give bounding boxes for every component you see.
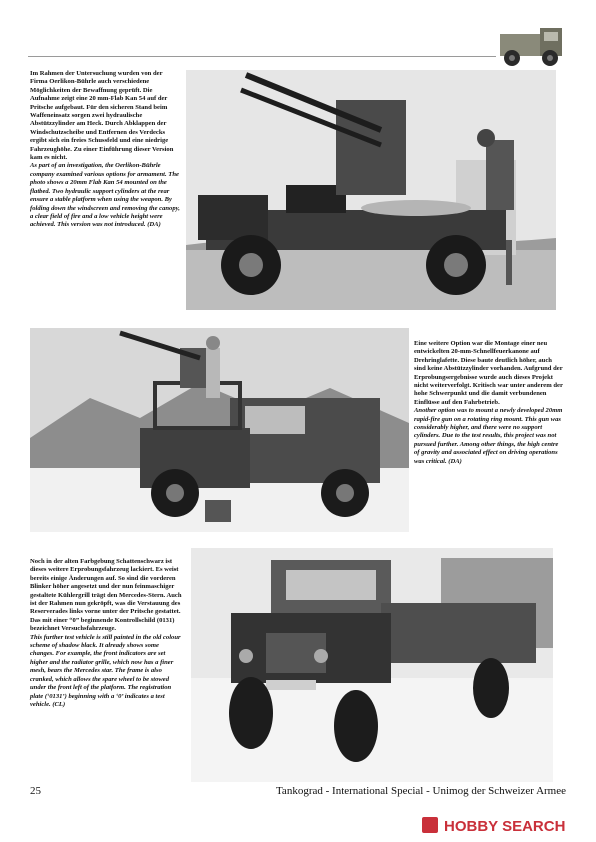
photo-test-vehicle-0131 (191, 548, 553, 782)
caption-one-english: As part of an investigation, the Oerlikon-Bührle company examined various options for armament. The photo shows a 20mm Flab Kan 54 mounted on the flatbed. Two hydraulic support cylinders at the rear ensure a stable platform when using the weapon. By folding down the windscreen and removing the canopy, a clear field of fire and a low vehicle height were achieved. This version was not introduced. (DA) (30, 162, 180, 229)
caption-three-english: This further test vehicle is still painted in the old colour scheme of shadow black. It already shows some changes. For example, the front indicators are set higher and the radiator grille, which now has a finer mesh, bears the Mercedes star. The frame is also cranked, which allows the spare wheel to be stowed under the front left of the platform. The registration plate (‘0131’) beginning with a ‘0’ indicates a test vehicle. (CL) (30, 633, 181, 708)
caption-three-german: Noch in der alten Farbgebung Schattenschwarz ist dieses weitere Erprobungsfahrzeug lackiert. Es weist bereits einige Änderungen auf. So sind die vorderen Blinker höher angesetzt und der nun feinmaschiger gestaltete Kühlergrill trägt den Mercedes-Stern. Auch ist der Rahmen nun gekröpft, was die Verstauung des Reserverades links vorne unter der Pritsche gestattet. Das mit einer “0” beginnende Kontrollschild (0131) bezeichnet Versuchsfahrzeuge. (30, 558, 182, 633)
caption-two-english: Another option was to mount a newly developed 20mm rapid-fire gun on a rotating ring mount. This gun was considerably higher, and there were no support cylinders. Due to the test results, this project was not pursued further. Among other things, the high centre of gravity and associated effect on driving operations was critical. (DA) (414, 407, 563, 465)
caption-one (30, 70, 180, 230)
footer-title: Tankograd - International Special - Unimog der Schweizer Armee (275, 785, 566, 797)
watermark-text: HOBBY SEARCH (444, 818, 566, 835)
caption-two-german: Eine weitere Option war die Montage einer neu entwickelten 20-mm-Schnellfeuerkanone auf Drehringlafette. Diese baute deutlich höher, auch sind keine Abstützzylinder vorhanden. Aufgrund der Erprobungsergebnisse wurde auch dieses Projekt nicht weiterverfolgt. Kritisch war unter anderem der hohe Schwerpunkt und die damit verbundenen Einflüsse auf den Fahrbetrieb. (414, 340, 563, 406)
page-number: 25 (30, 785, 41, 797)
caption-two (414, 340, 564, 466)
caption-three (30, 558, 184, 709)
photo-ring-mount-gun (30, 328, 409, 532)
unimog-logo-icon (498, 20, 566, 68)
caption-one-german: Im Rahmen der Untersuchung wurden von der Firma Oerlikon-Bührle auch verschiedene Möglichkeiten der Bewaffnung geprüft. Die Aufnahme zeigt eine 20 mm-Flab Kan 54 auf der Pritsche aufgebaut. Für den sicheren Stand beim Waffeneinsatz sorgen zwei hydraulische Abstützzylinder am Heck. Durch Abklappen der Windschutzscheibe und Entfernen des Verdecks ergibt sich ein freies Schussfeld und eine niedrige Fahrzeughöhe. Zu einer Einführung dieser Version kam es nicht. (30, 70, 174, 162)
hobby-search-logo-icon (422, 817, 438, 833)
header-rule (28, 56, 496, 57)
hobby-search-watermark (420, 814, 590, 836)
photo-flab-kan-54 (186, 70, 556, 310)
